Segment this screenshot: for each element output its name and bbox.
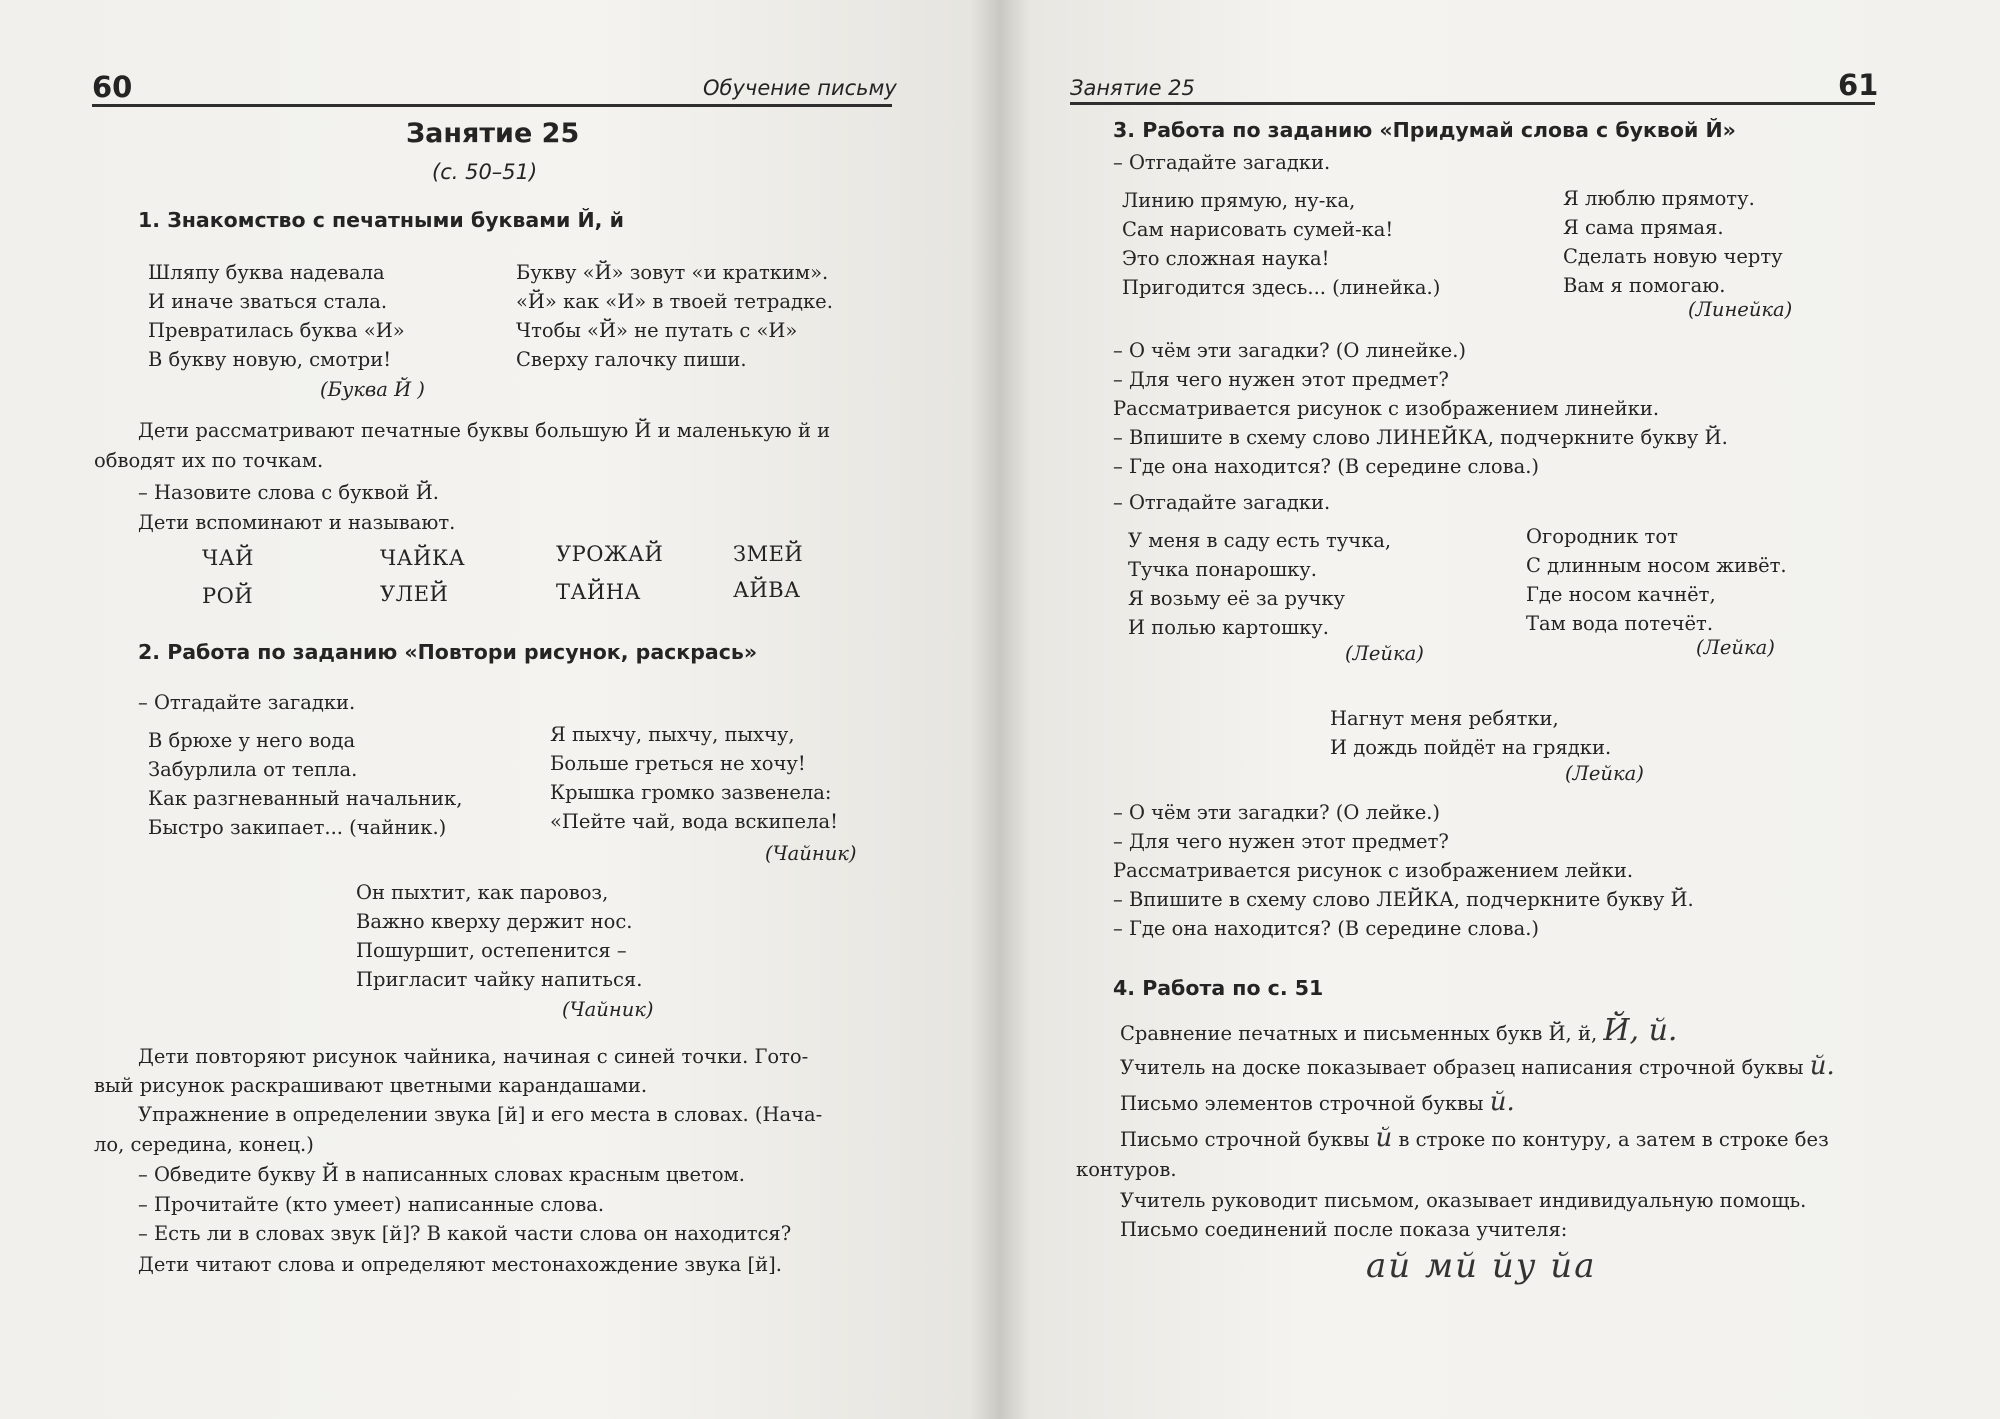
text: Учитель на доске показывает образец написания строчной буквы [1120,1056,1804,1079]
question: – Обведите букву Й в написанных словах красным цветом. [138,1163,745,1186]
text: Сравнение печатных и письменных букв Й, й, [1120,1022,1598,1045]
riddle-left [1122,186,1440,302]
riddle-answer: (Чайник) [765,842,857,865]
running-title: Обучение письму [703,76,897,100]
riddle-left [148,726,462,842]
paragraph: Упражнение в определении звука [й] и его места в словах. (Нача- [138,1103,823,1126]
poem-line: Сделать новую черту [1563,245,1783,268]
question: – Есть ли в словах звук [й]? В какой части слова он находится? [138,1222,792,1245]
word: АЙВА [733,578,801,602]
section-heading: 4. Работа по с. 51 [1113,976,1324,1000]
riddle-right [1526,522,1787,638]
question: – О чём эти загадки? (О линейке.) [1113,339,1467,362]
riddle-center [356,878,642,994]
right-page [1000,0,2000,1419]
page-number: 61 [1838,68,1879,102]
paragraph: обводят их по точкам. [94,449,324,472]
riddle-answer: (Лейка) [1565,762,1644,785]
poem-line: Я люблю прямоту. [1563,187,1755,210]
section-heading: 3. Работа по заданию «Придумай слова с буквой Й» [1113,118,1736,142]
poem-line: Линию прямую, ну-ка, [1122,189,1356,212]
poem-line: У меня в саду есть тучка, [1128,529,1392,552]
poem-line: Забурлила от тепла. [148,758,358,781]
riddle-right [1563,184,1783,300]
poem-line: Вам я помогаю. [1563,274,1726,297]
question: – Для чего нужен этот предмет? [1113,368,1449,391]
paragraph: Учитель руководит письмом, оказывает индивидуальную помощь. [1120,1189,1807,1212]
riddle-center [1330,704,1611,762]
paragraph [1120,1052,1835,1082]
poem-line: Сверху галочку пиши. [516,348,747,371]
poem-line: Огородник тот [1526,525,1678,548]
question: – Прочитайте (кто умеет) написанные слова. [138,1193,605,1216]
riddle-answer: (Линейка) [1688,298,1793,321]
poem-line: Сам нарисовать сумей-ка! [1122,218,1394,241]
text: в строке по контуру, а затем в строке без [1398,1128,1829,1151]
cursive-letters: Й, й. [1603,1013,1678,1048]
poem-line: Букву «Й» зовут «и кратким». [516,261,829,284]
word: УРОЖАЙ [556,542,664,566]
paragraph: Письмо соединений после показа учителя: [1120,1218,1568,1241]
question: – Назовите слова с буквой Й. [138,481,439,504]
text: Письмо строчной буквы [1120,1128,1370,1151]
header-rule [92,104,892,107]
riddle-answer: (Чайник) [562,998,654,1021]
poem-line: Пошуршит, остепенится – [356,939,627,962]
poem-answer: (Буква Й ) [320,378,425,401]
riddle-answer: (Лейка) [1345,642,1424,665]
poem-line: Я сама прямая. [1563,216,1724,239]
paragraph [1120,1088,1515,1118]
question: – Впишите в схему слово ЛИНЕЙКА, подчеркните букву Й. [1113,426,1728,449]
poem-line: Больше греться не хочу! [550,752,806,775]
paragraph: Рассматривается рисунок с изображением лейки. [1113,859,1634,882]
poem-line: И дождь пойдёт на грядки. [1330,736,1612,759]
paragraph: – Отгадайте загадки. [1113,491,1331,514]
word: ЗМЕЙ [733,542,804,566]
riddle-left [1128,526,1391,642]
poem-line: В брюхе у него вода [148,729,356,752]
paragraph [1120,1124,1829,1154]
poem-line: Пригласит чайку напиться. [356,968,643,991]
paragraph: вый рисунок раскрашивают цветными карандашами. [94,1074,648,1097]
paragraph: Дети вспоминают и называют. [138,511,456,534]
poem-line: Тучка понарошку. [1128,558,1317,581]
paragraph: Дети повторяют рисунок чайника, начиная с синей точки. Гото- [138,1045,809,1068]
poem-line: Я возьму её за ручку [1128,587,1346,610]
paragraph [1120,1013,1678,1048]
paragraph: Дети рассматривают печатные буквы большую Й и маленькую й и [138,419,831,442]
word: УЛЕЙ [380,582,449,606]
text: Письмо элементов строчной буквы [1120,1092,1484,1115]
paragraph: Рассматривается рисунок с изображением линейки. [1113,397,1660,420]
cursive-letters: й. [1489,1087,1515,1117]
riddle-right [550,720,838,836]
question: – Где она находится? (В середине слова.) [1113,455,1540,478]
poem-line: В букву новую, смотри! [148,348,392,371]
word: ТАЙНА [556,580,641,604]
poem-line: Крышка громко зазвенела: [550,781,832,804]
word: РОЙ [202,584,254,608]
cursive-connections: ай мй йу йа [1366,1246,1597,1286]
paragraph: – Отгадайте загадки. [1113,151,1331,174]
poem-line: Превратилась буква «И» [148,319,405,342]
header-rule [1070,102,1875,105]
question: – О чём эти загадки? (О лейке.) [1113,801,1441,824]
section-heading: 2. Работа по заданию «Повтори рисунок, раскрась» [138,640,758,664]
poem-line: И полью картошку. [1128,616,1329,639]
paragraph: – Отгадайте загадки. [138,691,356,714]
lesson-title: Занятие 25 [406,118,580,149]
poem-line: «Пейте чай, вода вскипела! [550,810,838,833]
poem-line: Там вода потечёт. [1526,612,1714,635]
section-heading: 1. Знакомство с печатными буквами Й, й [138,208,624,232]
paragraph: Дети читают слова и определяют местонахождение звука [й]. [138,1253,782,1276]
paragraph: ло, середина, конец.) [94,1133,314,1156]
cursive-letters: й [1375,1123,1393,1153]
paragraph: контуров. [1076,1158,1177,1181]
cursive-letters: й. [1809,1051,1835,1081]
poem-line: Я пыхчу, пыхчу, пыхчу, [550,723,795,746]
word: ЧАЙКА [380,546,466,570]
poem-line: Пригодится здесь... (линейка.) [1122,276,1441,299]
poem-left [148,258,405,374]
running-title: Занятие 25 [1070,76,1195,100]
poem-line: Важно кверху держит нос. [356,910,633,933]
question: – Для чего нужен этот предмет? [1113,830,1449,853]
poem-line: Шляпу буква надевала [148,261,385,284]
poem-line: Нагнут меня ребятки, [1330,707,1559,730]
poem-line: Быстро закипает... (чайник.) [148,816,447,839]
poem-line: С длинным носом живёт. [1526,554,1787,577]
riddle-answer: (Лейка) [1696,636,1775,659]
poem-line: Чтобы «Й» не путать с «И» [516,319,798,342]
page-number: 60 [92,70,133,104]
poem-line: Как разгневанный начальник, [148,787,463,810]
question: – Где она находится? (В середине слова.) [1113,917,1540,940]
lesson-pages: (с. 50–51) [432,160,538,184]
poem-line: Это сложная наука! [1122,247,1330,270]
poem-line: Где носом качнёт, [1526,583,1716,606]
poem-line: «Й» как «И» в твоей тетрадке. [516,290,833,313]
word: ЧАЙ [202,546,254,570]
question: – Впишите в схему слово ЛЕЙКА, подчеркните букву Й. [1113,888,1694,911]
poem-right [516,258,833,374]
poem-line: Он пыхтит, как паровоз, [356,881,609,904]
poem-line: И иначе зваться стала. [148,290,388,313]
